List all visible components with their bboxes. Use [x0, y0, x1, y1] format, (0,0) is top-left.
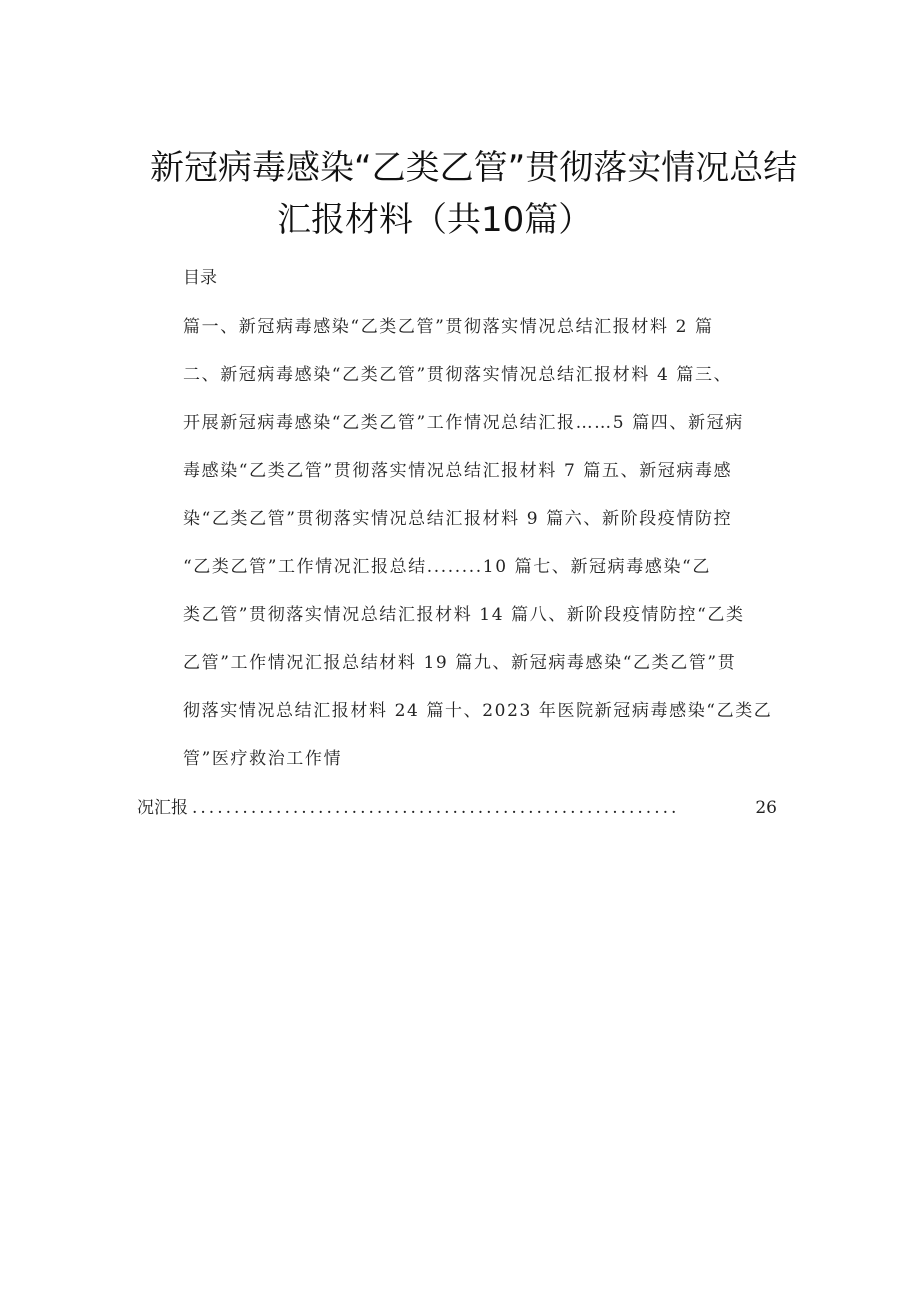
toc-line: 彻落实情况总结汇报材料 24 篇十、2023 年医院新冠病毒感染“乙类乙	[183, 701, 773, 721]
toc-last-line	[137, 793, 777, 818]
toc-heading: 目录	[183, 268, 217, 288]
toc-line: 二、新冠病毒感染“乙类乙管”贯彻落实情况总结汇报材料 4 篇三、	[183, 365, 733, 385]
document-title-line-2: 汇报材料（共10篇）	[277, 200, 593, 240]
document-title-line-1: 新冠病毒感染“乙类乙管”贯彻落实情况总结	[150, 148, 798, 188]
toc-last-line-text: 况汇报	[137, 798, 188, 818]
toc-line: “乙类乙管”工作情况汇报总结........10 篇七、新冠病毒感染“乙	[183, 557, 711, 577]
toc-line: 染“乙类乙管”贯彻落实情况总结汇报材料 9 篇六、新阶段疫情防控	[183, 509, 733, 529]
toc-dot-leader: ..........................................................	[192, 798, 680, 818]
toc-line: 篇一、新冠病毒感染“乙类乙管”贯彻落实情况总结汇报材料 2 篇	[183, 317, 714, 337]
toc-line: 毒感染“乙类乙管”贯彻落实情况总结汇报材料 7 篇五、新冠病毒感	[183, 461, 733, 481]
toc-line: 开展新冠病毒感染“乙类乙管”工作情况总结汇报……5 篇四、新冠病	[183, 413, 744, 433]
toc-page-number: 26	[755, 798, 777, 818]
toc-line: 类乙管”贯彻落实情况总结汇报材料 14 篇八、新阶段疫情防控“乙类	[183, 605, 745, 625]
toc-line: 乙管”工作情况汇报总结材料 19 篇九、新冠病毒感染“乙类乙管”贯	[183, 653, 737, 673]
toc-line: 管”医疗救治工作情	[183, 749, 343, 769]
